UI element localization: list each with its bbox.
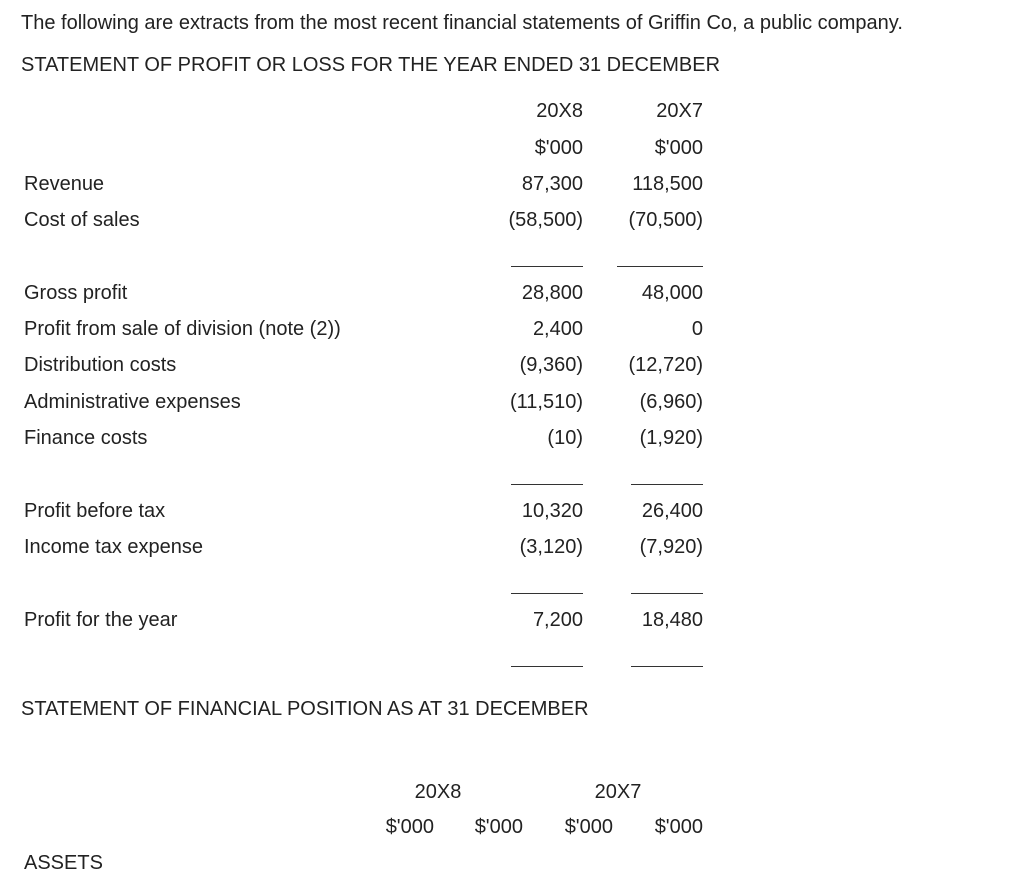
distribution-costs-current: (9,360) (519, 354, 583, 376)
total-rule-current (511, 666, 583, 667)
sfp-year-current: 20X8 (414, 781, 462, 803)
subtotal-rule-current (511, 593, 583, 594)
gross-profit-current: 28,800 (521, 282, 583, 304)
profit-from-sale-current: 2,400 (532, 318, 583, 340)
sfp-unit-4: $'000 (654, 816, 703, 838)
row-label-income-tax-expense: Income tax expense (24, 536, 203, 558)
row-label-cost-of-sales: Cost of sales (24, 209, 140, 231)
subtotal-rule-prior (617, 266, 703, 267)
revenue-prior: 118,500 (632, 173, 703, 195)
row-label-distribution-costs: Distribution costs (24, 354, 177, 376)
sfp-unit-2: $'000 (474, 816, 523, 838)
row-label-administrative-expenses: Administrative expenses (24, 391, 241, 413)
pl-unit-prior: $'000 (654, 137, 703, 159)
pl-year-prior: 20X7 (656, 100, 703, 122)
assets-label: ASSETS (24, 852, 103, 874)
row-label-profit-for-the-year: Profit for the year (24, 609, 178, 631)
administrative-expenses-current: (11,510) (509, 391, 583, 413)
profit-before-tax-prior: 26,400 (641, 500, 703, 522)
profit-for-the-year-current: 7,200 (532, 609, 583, 631)
revenue-current: 87,300 (521, 173, 583, 195)
profit-for-the-year-prior: 18,480 (641, 609, 703, 631)
cost-of-sales-current: (58,500) (508, 209, 583, 231)
row-label-revenue: Revenue (24, 173, 105, 195)
distribution-costs-prior: (12,720) (628, 354, 703, 376)
profit-from-sale-prior: 0 (691, 318, 703, 340)
subtotal-rule-prior (631, 484, 703, 485)
financial-position-title: STATEMENT OF FINANCIAL POSITION AS AT 31 DECEMBER (21, 698, 589, 720)
subtotal-rule-current (511, 266, 583, 267)
subtotal-rule-prior (631, 593, 703, 594)
income-tax-expense-current: (3,120) (519, 536, 583, 558)
finance-costs-current: (10) (547, 427, 583, 449)
subtotal-rule-current (511, 484, 583, 485)
finance-costs-prior: (1,920) (639, 427, 703, 449)
gross-profit-prior: 48,000 (641, 282, 703, 304)
row-label-profit-before-tax: Profit before tax (24, 500, 166, 522)
row-label-gross-profit: Gross profit (24, 282, 128, 304)
profit-before-tax-current: 10,320 (521, 500, 583, 522)
pl-unit-current: $'000 (534, 137, 583, 159)
sfp-unit-3: $'000 (564, 816, 613, 838)
sfp-year-prior: 20X7 (594, 781, 642, 803)
intro-text: The following are extracts from the most recent financial statements of Griffin Co, a public company. (21, 12, 903, 34)
row-label-profit-from-sale: Profit from sale of division (note (2)) (24, 318, 341, 340)
administrative-expenses-prior: (6,960) (639, 391, 703, 413)
row-label-finance-costs: Finance costs (24, 427, 148, 449)
income-tax-expense-prior: (7,920) (639, 536, 703, 558)
cost-of-sales-prior: (70,500) (628, 209, 703, 231)
total-rule-prior (631, 666, 703, 667)
sfp-unit-1: $'000 (385, 816, 434, 838)
pl-year-current: 20X8 (536, 100, 583, 122)
profit-or-loss-title: STATEMENT OF PROFIT OR LOSS FOR THE YEAR ENDED 31 DECEMBER (21, 54, 721, 76)
